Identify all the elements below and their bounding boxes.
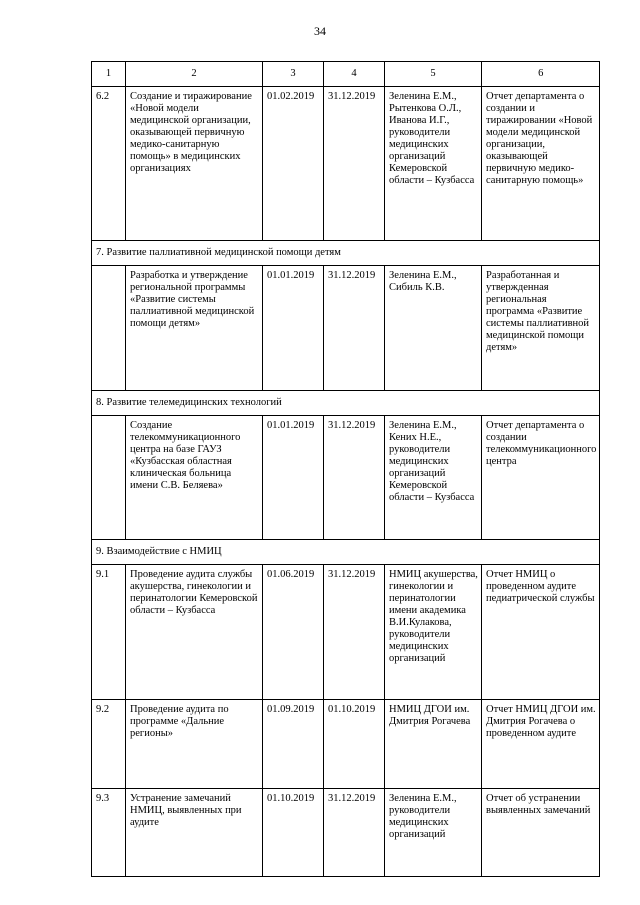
row-number: 6.2 xyxy=(92,87,126,241)
end-date-cell: 01.10.2019 xyxy=(324,700,385,789)
responsible-cell: Зеленина Е.М., руководители медицинских организаций xyxy=(385,789,482,877)
plan-table xyxy=(91,61,600,877)
start-date-cell: 01.09.2019 xyxy=(263,700,324,789)
task-cell: Проведение аудита службы акушерства, гинекологии и перинатологии Кемеровской области – Кузбасса xyxy=(126,565,263,700)
column-header-1: 1 xyxy=(92,62,126,87)
end-date-cell: 31.12.2019 xyxy=(324,266,385,391)
table-row xyxy=(92,565,600,700)
row-number: 9.3 xyxy=(92,789,126,877)
start-date-cell: 01.06.2019 xyxy=(263,565,324,700)
responsible-cell: НМИЦ ДГОИ им. Дмитрия Рогачева xyxy=(385,700,482,789)
result-cell: Отчет НМИЦ о проведенном аудите педиатрической службы xyxy=(482,565,600,700)
end-date-cell: 31.12.2019 xyxy=(324,87,385,241)
task-cell: Проведение аудита по программе «Дальние регионы» xyxy=(126,700,263,789)
result-cell: Отчет об устранении выявленных замечаний xyxy=(482,789,600,877)
result-cell: Разработанная и утвержденная региональная программа «Развитие системы паллиативной медицинской помощи детям» xyxy=(482,266,600,391)
column-header-5: 5 xyxy=(385,62,482,87)
task-cell: Разработка и утверждение региональной программы «Развитие системы паллиативной медицинской помощи детям» xyxy=(126,266,263,391)
task-cell: Устранение замечаний НМИЦ, выявленных при аудите xyxy=(126,789,263,877)
start-date-cell: 01.10.2019 xyxy=(263,789,324,877)
responsible-cell: Зеленина Е.М., Кених Н.Е., руководители медицинских организаций Кемеровской области – Кузбасса xyxy=(385,416,482,540)
responsible-cell: НМИЦ акушерства, гинекологии и перинатологии имени академика В.И.Кулакова, руководители медицинских организаций xyxy=(385,565,482,700)
table-row xyxy=(92,789,600,877)
row-number xyxy=(92,266,126,391)
page-number: 34 xyxy=(314,24,326,38)
task-cell: Создание и тиражирование «Новой модели медицинской организации, оказывающей первичную медико-санитарную помощь» в медицинских организациях xyxy=(126,87,263,241)
row-number: 9.2 xyxy=(92,700,126,789)
column-header-2: 2 xyxy=(126,62,263,87)
section-row xyxy=(92,241,600,266)
result-cell: Отчет департамента о создании и тиражировании «Новой модели медицинской организации, оказывающей первичную медико-санитарную помощь» xyxy=(482,87,600,241)
result-cell: Отчет НМИЦ ДГОИ им. Дмитрия Рогачева о проведенном аудите xyxy=(482,700,600,789)
table-row xyxy=(92,700,600,789)
column-header-6: 6 xyxy=(482,62,600,87)
result-cell: Отчет департамента о создании телекоммуникационного центра xyxy=(482,416,600,540)
start-date-cell: 01.01.2019 xyxy=(263,266,324,391)
row-number xyxy=(92,416,126,540)
end-date-cell: 31.12.2019 xyxy=(324,416,385,540)
section-row xyxy=(92,540,600,565)
section-row xyxy=(92,391,600,416)
table-row xyxy=(92,266,600,391)
row-number: 9.1 xyxy=(92,565,126,700)
responsible-cell: Зеленина Е.М., Сибиль К.В. xyxy=(385,266,482,391)
responsible-cell: Зеленина Е.М., Рытенкова О.Л., Иванова И.Г., руководители медицинских организаций Кемеровской области – Кузбасса xyxy=(385,87,482,241)
end-date-cell: 31.12.2019 xyxy=(324,565,385,700)
section-title: 8. Развитие телемедицинских технологий xyxy=(92,391,600,416)
table-header-row xyxy=(92,62,600,87)
section-title: 9. Взаимодействие с НМИЦ xyxy=(92,540,600,565)
start-date-cell: 01.01.2019 xyxy=(263,416,324,540)
start-date-cell: 01.02.2019 xyxy=(263,87,324,241)
column-header-4: 4 xyxy=(324,62,385,87)
table-row xyxy=(92,416,600,540)
column-header-3: 3 xyxy=(263,62,324,87)
end-date-cell: 31.12.2019 xyxy=(324,789,385,877)
section-title: 7. Развитие паллиативной медицинской помощи детям xyxy=(92,241,600,266)
table-row xyxy=(92,87,600,241)
task-cell: Создание телекоммуникационного центра на базе ГАУЗ «Кузбасская областная клиническая больница имени С.В. Беляева» xyxy=(126,416,263,540)
